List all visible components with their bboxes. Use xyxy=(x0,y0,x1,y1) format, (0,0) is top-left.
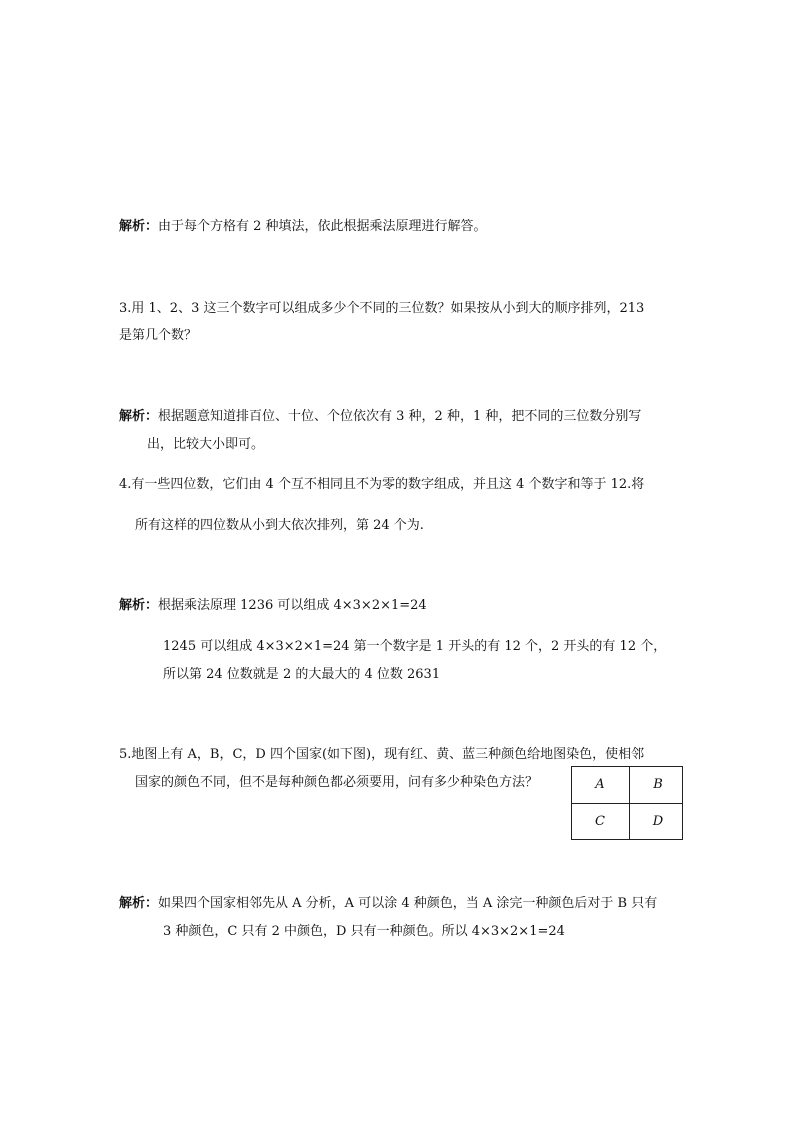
map-cell-b: B xyxy=(653,777,663,792)
solution-label: 解析： xyxy=(119,598,159,613)
solution-5-line-2: 3 种颜色，C 只有 2 中颜色，D 只有一种颜色。所以 4×3×2×1=24 xyxy=(163,924,565,939)
solution-label: 解析： xyxy=(119,896,159,911)
solution-3-line-1 xyxy=(119,408,641,426)
solution-5-line-1 xyxy=(119,895,657,913)
solution-label: 解析： xyxy=(119,409,159,424)
solution-text: 根据乘法原理 1236 可以组成 4×3×2×1=24 xyxy=(158,598,427,613)
question-4-line-2: 所有这样的四位数从小到大依次排列，第 24 个为. xyxy=(135,518,424,533)
solution-label: 解析： xyxy=(119,219,159,234)
question-5-line-2: 国家的颜色不同，但不是每种颜色都必须要用，问有多少种染色方法？ xyxy=(135,775,539,790)
map-cell-c: C xyxy=(595,814,605,829)
question-3-line-1: 3.用 1、2、3 这三个数字可以组成多少个不同的三位数？如果按从小到大的顺序排列，213 xyxy=(119,301,645,316)
solution-text: 由于每个方格有 2 种填法，依此根据乘法原理进行解答。 xyxy=(158,219,487,234)
map-cell-d: D xyxy=(652,814,664,829)
question-5-line-1: 5.地图上有 A，B，C，D 四个国家(如下图)，现有红、黄、蓝三种颜色给地图染色，使相邻 xyxy=(119,747,645,762)
solution-text: 根据题意知道排百位、十位、个位依次有 3 种，2 种，1 种，把不同的三位数分别写 xyxy=(158,409,642,424)
solution-4-line-1 xyxy=(119,597,427,615)
solution-2 xyxy=(119,218,487,236)
solution-4-line-2: 1245 可以组成 4×3×2×1=24 第一个数字是 1 开头的有 12 个，2 开头的有 12 个， xyxy=(163,639,667,654)
solution-text: 如果四个国家相邻先从 A 分析，A 可以涂 4 种颜色，当 A 涂完一种颜色后对于 B 只有 xyxy=(158,896,658,911)
question-4-line-1: 4.有一些四位数，它们由 4 个互不相同且不为零的数字组成，并且这 4 个数字和等于 12.将 xyxy=(119,477,645,492)
solution-3-line-2: 出，比较大小即可。 xyxy=(147,437,265,452)
solution-4-line-3: 所以第 24 位数就是 2 的大最大的 4 位数 2631 xyxy=(163,667,441,682)
country-map-grid xyxy=(571,766,683,840)
map-cell-a: A xyxy=(595,777,605,792)
question-3-line-2: 是第几个数？ xyxy=(119,328,198,343)
